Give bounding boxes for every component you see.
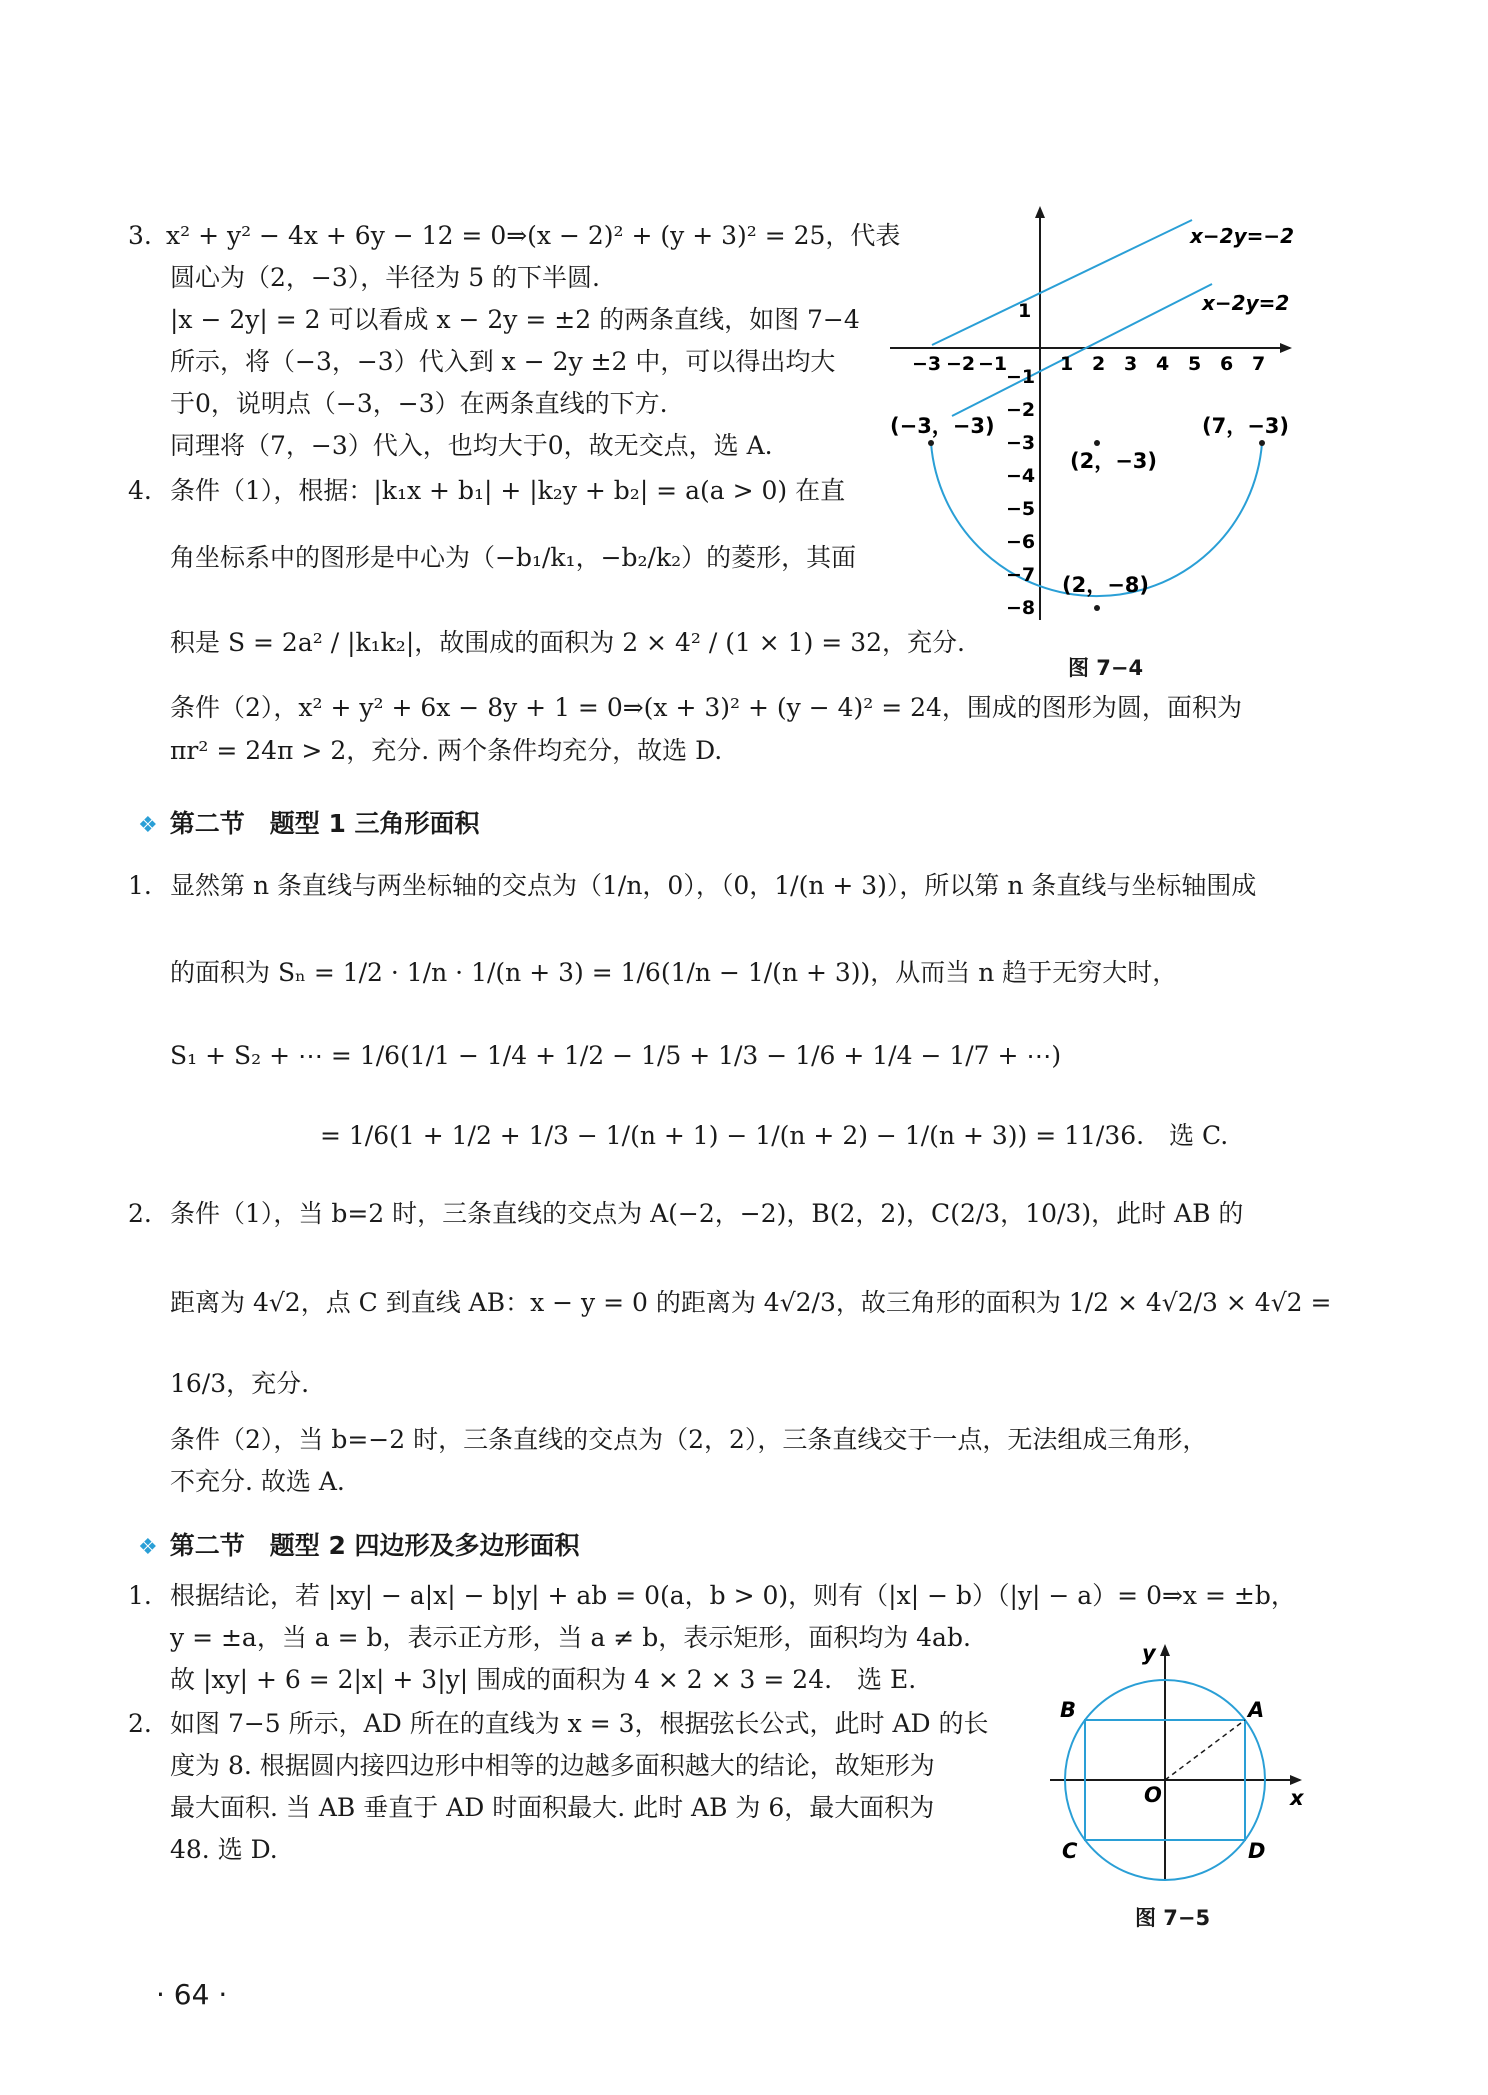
text-line: 的面积为 Sₙ = 1/2 · 1/n · 1/(n + 3) = 1/6(1/n − 1/(n + 3))，从而当 n 趋于无穷大时， bbox=[170, 958, 1178, 987]
x-tick-label: −1 bbox=[978, 353, 1008, 375]
x-tick-label: 4 bbox=[1156, 353, 1170, 375]
text-line: y = ±a，当 a = b，表示正方形，当 a ≠ b，表示矩形，面积均为 4ab. bbox=[170, 1623, 971, 1652]
y-tick-label: 1 bbox=[1018, 300, 1032, 322]
line-x-2y-2 bbox=[952, 284, 1212, 416]
text-line: 条件（1），当 b=2 时，三条直线的交点为 A(−2，−2)，B(2，2)，C(2/3，10/3)，此时 AB 的 bbox=[170, 1199, 1244, 1228]
x-tick-label: 6 bbox=[1220, 353, 1234, 375]
item-number: 3. bbox=[128, 221, 152, 250]
text-line: πr² = 24π > 2，充分. 两个条件均充分，故选 D. bbox=[170, 736, 723, 765]
text-line: 同理将（7，−3）代入，也均大于0，故无交点，选 A. bbox=[170, 431, 773, 460]
label-y: y bbox=[1142, 1641, 1156, 1665]
y-tick-label: −5 bbox=[1006, 498, 1036, 520]
figure-7-5 bbox=[1050, 1640, 1320, 1890]
line1-label: x−2y=−2 bbox=[1190, 224, 1295, 248]
text-line: x² + y² − 4x + 6y − 12 = 0⇒(x − 2)² + (y + 3)² = 25，代表 bbox=[166, 221, 901, 250]
item-number: 2. bbox=[128, 1199, 152, 1228]
label-x: x bbox=[1290, 1786, 1304, 1810]
x-tick-label: 7 bbox=[1252, 353, 1266, 375]
x-tick-label: 2 bbox=[1092, 353, 1106, 375]
item-number: 4. bbox=[128, 476, 152, 505]
page-number: · 64 · bbox=[156, 1978, 228, 2011]
y-tick-label: −4 bbox=[1006, 465, 1036, 487]
text-line: 根据结论，若 |xy| − a|x| − b|y| + ab = 0(a，b > 0)，则有（|x| − b）（|y| − a）= 0⇒x = ±b， bbox=[170, 1581, 1296, 1610]
text-line: 48. 选 D. bbox=[170, 1835, 278, 1864]
label-D: D bbox=[1248, 1839, 1266, 1863]
y-axis-arrow-icon bbox=[1160, 1644, 1170, 1656]
text-line: 距离为 4√2，点 C 到直线 AB：x − y = 0 的距离为 4√2/3，故三角形的面积为 1/2 × 4√2/3 × 4√2 = bbox=[170, 1288, 1332, 1317]
x-tick-label: 1 bbox=[1060, 353, 1074, 375]
diamond-bullet-icon: ❖ bbox=[138, 813, 158, 838]
line2-label: x−2y=2 bbox=[1202, 291, 1290, 315]
text-line: 不充分. 故选 A. bbox=[170, 1467, 345, 1496]
item-number: 1. bbox=[128, 1581, 152, 1610]
point-center-label: (2，−3) bbox=[1070, 449, 1158, 473]
text-line: 所示，将（−3，−3）代入到 x − 2y ±2 中，可以得出均大 bbox=[170, 347, 836, 376]
point-bottom-label: (2，−8) bbox=[1062, 573, 1150, 597]
x-tick-label: −3 bbox=[912, 353, 942, 375]
text-line: = 1/6(1 + 1/2 + 1/3 − 1/(n + 1) − 1/(n + 2) − 1/(n + 3)) = 11/36. 选 C. bbox=[320, 1121, 1229, 1150]
text-line: 条件（2），x² + y² + 6x − 8y + 1 = 0⇒(x + 3)² + (y − 4)² = 24，围成的图形为圆，面积为 bbox=[170, 693, 1242, 722]
point-left-label: (−3，−3) bbox=[890, 414, 995, 438]
item-number: 1. bbox=[128, 871, 152, 900]
text-line: 角坐标系中的图形是中心为（−b₁/k₁，−b₂/k₂）的菱形，其面 bbox=[170, 543, 857, 572]
section-header-text: 第二节 题型 2 四边形及多边形面积 bbox=[169, 1531, 580, 1560]
text-line: 如图 7−5 所示，AD 所在的直线为 x = 3，根据弦长公式，此时 AD 的长 bbox=[170, 1709, 989, 1738]
text-line: S₁ + S₂ + ⋯ = 1/6(1/1 − 1/4 + 1/2 − 1/5 + 1/3 − 1/6 + 1/4 − 1/7 + ⋯) bbox=[170, 1041, 1062, 1070]
figure-caption: 图 7−5 bbox=[1135, 1906, 1211, 1930]
text-line: 度为 8. 根据圆内接四边形中相等的边越多面积越大的结论，故矩形为 bbox=[170, 1751, 935, 1780]
y-axis-arrow-icon bbox=[1035, 206, 1045, 218]
x-tick-label: 5 bbox=[1188, 353, 1202, 375]
text-line: 16/3，充分. bbox=[170, 1369, 310, 1398]
y-tick-label: −1 bbox=[1006, 366, 1036, 388]
text-line: 条件（2），当 b=−2 时，三条直线的交点为（2，2），三条直线交于一点，无法组成三角形， bbox=[170, 1425, 1208, 1454]
text-line: |x − 2y| = 2 可以看成 x − 2y = ±2 的两条直线，如图 7−4 bbox=[170, 305, 860, 334]
x-axis-arrow-icon bbox=[1280, 343, 1292, 353]
item-number: 2. bbox=[128, 1709, 152, 1738]
y-tick-label: −7 bbox=[1006, 564, 1036, 586]
line-x-2y-neg2 bbox=[932, 220, 1192, 345]
section-header-text: 第二节 题型 1 三角形面积 bbox=[169, 809, 480, 838]
x-tick-label: −2 bbox=[946, 353, 976, 375]
figure-7-4 bbox=[890, 200, 1310, 675]
y-tick-label: −3 bbox=[1006, 432, 1036, 454]
point-left bbox=[928, 440, 934, 446]
point-center bbox=[1094, 440, 1100, 446]
text-line: 显然第 n 条直线与两坐标轴的交点为（1/n，0），（0，1/(n + 3)），所以第 n 条直线与坐标轴围成 bbox=[170, 871, 1257, 900]
section-header bbox=[138, 1528, 580, 1566]
point-right bbox=[1259, 440, 1265, 446]
text-line: 积是 S = 2a² / |k₁k₂|，故围成的面积为 2 × 4² / (1 × 1) = 32，充分. bbox=[170, 628, 965, 657]
radius-dashed bbox=[1165, 1720, 1245, 1780]
text-line: 于0，说明点（−3，−3）在两条直线的下方. bbox=[170, 389, 668, 418]
x-axis-arrow-icon bbox=[1290, 1775, 1302, 1785]
y-tick-label: −2 bbox=[1006, 399, 1036, 421]
text-line: 故 |xy| + 6 = 2|x| + 3|y| 围成的面积为 4 × 2 × 3 = 24. 选 E. bbox=[170, 1665, 917, 1694]
text-line: 最大面积. 当 AB 垂直于 AD 时面积最大. 此时 AB 为 6，最大面积为 bbox=[170, 1793, 935, 1822]
point-right-label: (7，−3) bbox=[1202, 414, 1290, 438]
label-C: C bbox=[1062, 1839, 1078, 1863]
diamond-bullet-icon: ❖ bbox=[138, 1535, 158, 1560]
text-line: 条件（1），根据：|k₁x + b₁| + |k₂y + b₂| = a(a > 0) 在直 bbox=[170, 476, 846, 505]
y-tick-label: −6 bbox=[1006, 531, 1036, 553]
label-B: B bbox=[1060, 1698, 1077, 1722]
label-A: A bbox=[1248, 1698, 1265, 1722]
label-O: O bbox=[1144, 1783, 1162, 1807]
text-line: 圆心为（2，−3），半径为 5 的下半圆. bbox=[170, 263, 601, 292]
x-tick-label: 3 bbox=[1124, 353, 1138, 375]
section-header bbox=[138, 806, 480, 844]
point-bottom bbox=[1094, 605, 1100, 611]
figure-caption: 图 7−4 bbox=[1068, 656, 1144, 680]
y-tick-label: −8 bbox=[1006, 597, 1036, 619]
